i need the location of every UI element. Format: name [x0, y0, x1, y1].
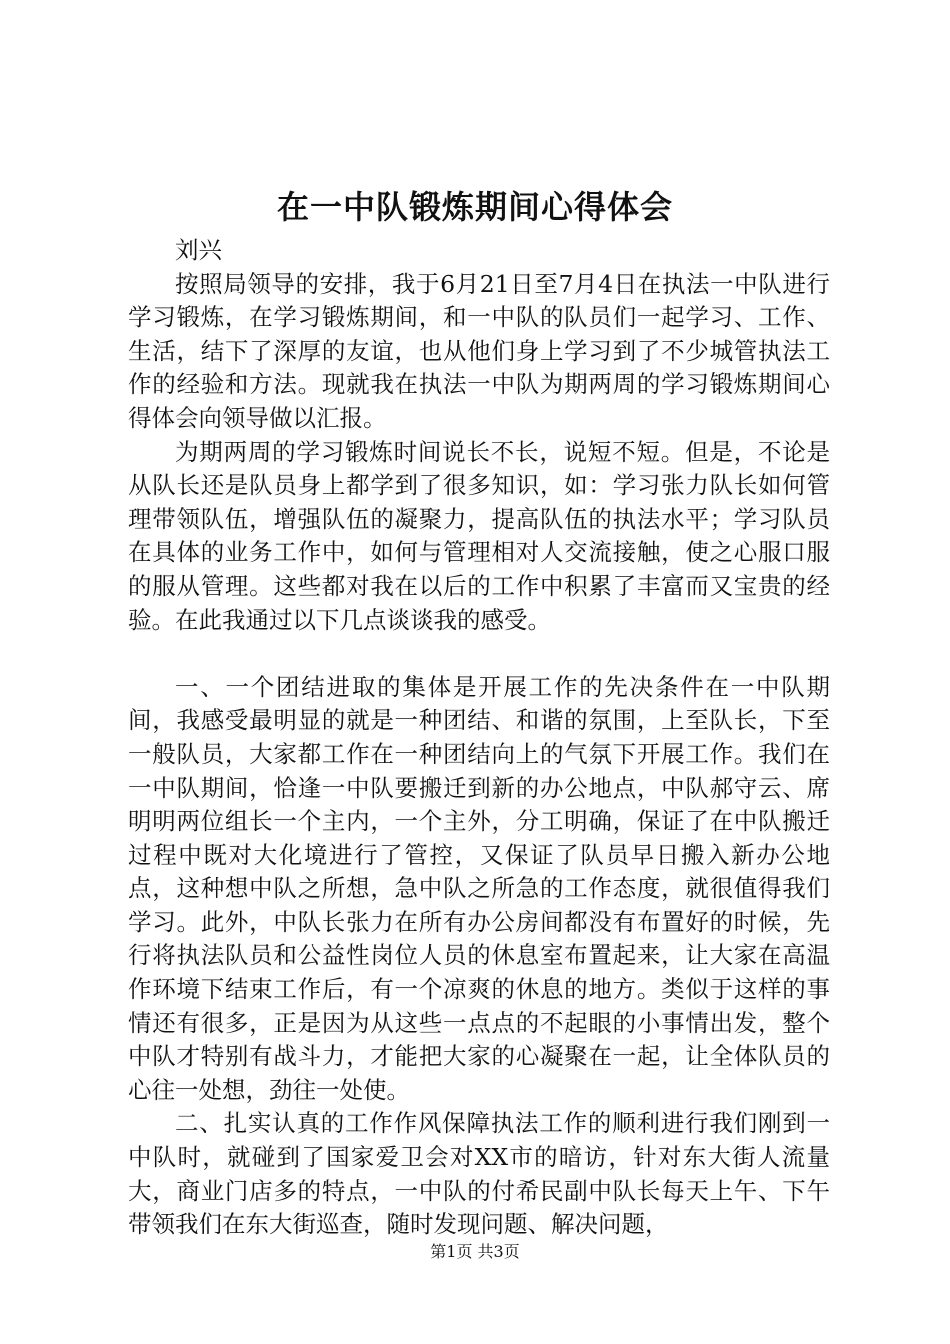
document-title: 在一中队锻炼期间心得体会: [276, 188, 673, 226]
paragraph-point-one: 一、一个团结进取的集体是开展工作的先决条件在一中队期间，我感受最明显的就是一种团结、和谐的氛围，上至队长，下至一般队员，大家都工作在一种团结向上的气氛下开展工作。我们在一中队期间，恰逢一中队要搬迁到新的办公地点，中队郝守云、席明明两位组长一个主内，一个主外，分工明确，保证了在中队搬迁过程中既对大化境进行了管控，又保证了队员早日搬入新办公地点，这种想中队之所想，急中队之所急的工作态度，就很值得我们学习。此外，中队长张力在所有办公房间都没有布置好的时候，先行将执法队员和公益性岗位人员的休息室布置起来，让大家在高温作环境下结束工作后，有一个凉爽的休息的地方。类似于这样的事情还有很多，正是因为从这些一点点的不起眼的小事情出发，整个中队才特别有战斗力，才能把大家的心凝聚在一起，让全体队员的心往一处想，劲往一处使。: [128, 672, 830, 1104]
author-name: 刘兴: [175, 236, 222, 264]
page-number-footer: 第1页 共3页: [430, 1242, 520, 1261]
paragraph-summary: 为期两周的学习锻炼时间说长不长，说短不短。但是，不论是从队长还是队员身上都学到了很多知识，如：学习张力队长如何管理带领队伍，增强队伍的凝聚力，提高队伍的执法水平；学习队员在具体的业务工作中，如何与管理相对人交流接触，使之心服口服的服从管理。这些都对我在以后的工作中积累了丰富而又宝贵的经验。在此我通过以下几点谈谈我的感受。: [128, 437, 830, 634]
paragraph-intro: 按照局领导的安排，我于6月21日至7月4日在执法一中队进行学习锻炼，在学习锻炼期间，和一中队的队员们一起学习、工作、生活，结下了深厚的友谊，也从他们身上学习到了不少城管执法工作的经验和方法。现就我在执法一中队为期两周的学习锻炼期间心得体会向领导做以汇报。: [128, 269, 830, 432]
paragraph-point-two: 二、扎实认真的工作作风保障执法工作的顺利进行我们刚到一中队时，就碰到了国家爱卫会对XX市的暗访，针对东大街人流量大，商业门店多的特点，一中队的付希民副中队长每天上午、下午带领我们在东大街巡查，随时发现问题、解决问题，: [128, 1109, 830, 1239]
document-body: [128, 234, 830, 1242]
